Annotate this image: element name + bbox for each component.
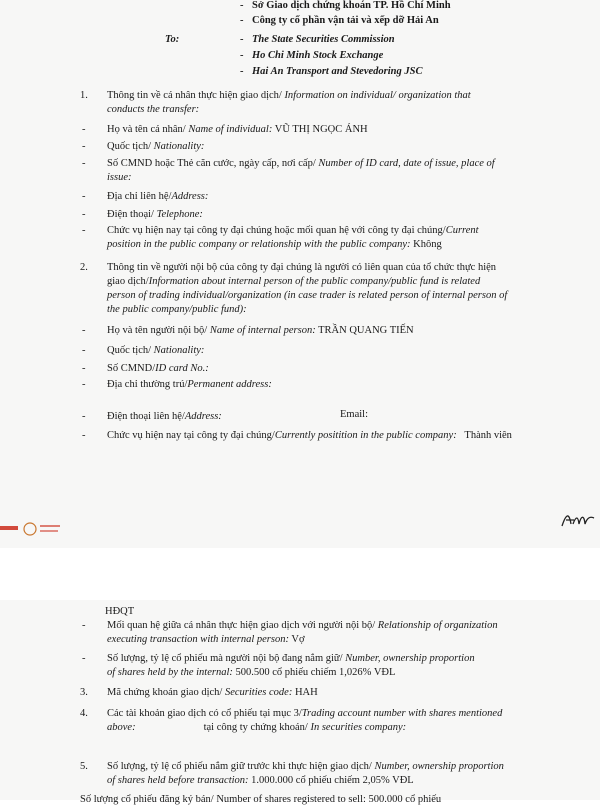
field-shares-before <box>107 760 504 773</box>
section-2-number: 2. <box>80 262 88 273</box>
bullet-dash: - <box>240 0 244 11</box>
bullet-dash: - <box>240 66 244 77</box>
field-individual-nationality <box>107 140 204 153</box>
label-vi: Họ và tên người nội bộ/ <box>107 325 208 336</box>
label-vi: Số CMND hoặc Thẻ căn cước, ngày cấp, nơi cấp/ <box>107 158 316 169</box>
label-en: Nationality: <box>153 141 205 152</box>
label-vi: Điện thoại/ <box>107 209 154 220</box>
label-vi: Chức vụ hiện nay tại công ty đại chúng hoặc mối quan hệ với công ty đại chúng/ <box>107 225 446 236</box>
bullet-dash: - <box>240 34 244 45</box>
recipient-en-1: The State Securities Commission <box>252 34 395 45</box>
label-vi: Địa chỉ thường trú/ <box>107 379 188 390</box>
label-vi: Mã chứng khoán giao dịch/ <box>107 687 223 698</box>
internal-position-value: Thành viên <box>464 430 512 441</box>
label-en: Nationality: <box>153 345 205 356</box>
label-vi: tại công ty chứng khoán/ <box>203 722 308 733</box>
label-en: Securities code: <box>224 687 293 698</box>
field-shares-before-cont <box>107 774 414 787</box>
individual-position-value: Không <box>413 239 442 250</box>
bullet-dash: - <box>82 363 86 374</box>
bullet-dash: - <box>82 620 86 631</box>
label-vi: Quốc tịch/ <box>107 345 152 356</box>
field-individual-address <box>107 190 208 203</box>
label-en: above: <box>107 722 136 733</box>
section-2-title-en: Information about internal person of the public company/public fund is related <box>148 276 481 287</box>
label-en: Currently positition in the public company: <box>274 430 457 441</box>
label-en: of shares held by the internal: <box>107 667 233 678</box>
item-3-number: 3. <box>80 687 88 698</box>
label-vi: Mối quan hệ giữa cá nhân thực hiện giao dịch với người nội bộ/ <box>107 620 376 631</box>
bullet-dash: - <box>82 191 86 202</box>
label-en: Number, ownership proportion <box>345 653 475 664</box>
field-securities-code <box>107 686 318 699</box>
field-trading-accounts-cont <box>107 721 406 734</box>
label-en: Relationship of organization <box>377 620 498 631</box>
shares-internal-value: 500.500 cổ phiếu chiếm 1,026% VĐL <box>235 667 396 678</box>
handwritten-signature <box>560 506 596 532</box>
field-individual-position <box>107 224 479 237</box>
field-internal-address <box>107 378 272 391</box>
label-vi: Số CMND/ <box>107 363 156 374</box>
field-trading-accounts <box>107 707 502 720</box>
label-vi: Số lượng, tỷ lệ cổ phiếu nắm giữ trước khi thực hiện giao dịch/ <box>107 761 372 772</box>
label-en: Address: <box>171 191 209 202</box>
section-1-title-en-cont: conducts the transfer: <box>107 104 200 115</box>
recipient-vi-2: Công ty cổ phần vận tải và xếp dỡ Hải An <box>252 15 439 26</box>
position-continuation: HĐQT <box>105 606 135 617</box>
field-internal-id <box>107 362 209 375</box>
label-en: executing transaction with internal person: <box>107 634 289 645</box>
field-internal-phone <box>107 410 222 423</box>
section-1-title-en: Information on individual/ organization that <box>284 90 471 101</box>
field-internal-name <box>107 324 414 337</box>
field-relationship <box>107 619 498 632</box>
label-en: Number, ownership proportion <box>374 761 504 772</box>
individual-name-value: VŨ THỊ NGỌC ÁNH <box>274 124 368 135</box>
field-individual-phone <box>107 208 203 221</box>
label-vi: Địa chỉ liên hệ/ <box>107 191 172 202</box>
bullet-dash: - <box>82 325 86 336</box>
bullet-dash: - <box>240 50 244 61</box>
label-en: Trading account number with shares mentioned <box>301 708 503 719</box>
bullet-dash: - <box>82 430 86 441</box>
field-individual-name <box>107 123 368 136</box>
recipient-vi-1: Sở Giao dịch chứng khoán TP. Hồ Chí Minh <box>252 0 451 11</box>
label-vi: Các tài khoản giao dịch có cổ phiếu tại mục 3/ <box>107 708 302 719</box>
section-2-title-en-cont: person of trading individual/organization (in case trader is related person of internal person of <box>107 290 508 301</box>
field-internal-email: Email: <box>340 409 368 420</box>
section-2-title-en-cont2: the public company/public fund): <box>107 304 247 315</box>
section-2-title: Thông tin về người nội bộ của công ty đại chúng là người có liên quan của tổ chức thực hiện <box>107 262 497 273</box>
section-1-title-vi: Thông tin về cá nhân thực hiện giao dịch/ <box>107 90 282 101</box>
field-individual-position-cont <box>107 238 442 251</box>
item-6-cut-off: Số lượng cổ phiếu đăng ký bán/ Number of shares registered to sell: 500.000 cổ phiếu <box>80 794 442 805</box>
label-en: Telephone: <box>156 209 203 220</box>
internal-name-value: TRẦN QUANG TIẾN <box>318 325 414 336</box>
section-1-title <box>107 89 471 102</box>
label-en: Name of individual: <box>188 124 273 135</box>
bullet-dash: - <box>82 158 86 169</box>
field-individual-id <box>107 157 495 170</box>
field-individual-id-cont: issue: <box>107 172 132 183</box>
bullet-dash: - <box>82 653 86 664</box>
bullet-dash: - <box>82 124 86 135</box>
label-en: Permanent address: <box>187 379 272 390</box>
bullet-dash: - <box>82 411 86 422</box>
field-internal-position <box>107 429 512 442</box>
field-shares-internal-cont <box>107 666 395 679</box>
label-en: Number of ID card, date of issue, place of <box>318 158 495 169</box>
recipient-en-2: Ho Chi Minh Stock Exchange <box>252 50 384 61</box>
label-vi: Số lượng, tỷ lệ cổ phiếu mà người nội bộ đang nắm giữ/ <box>107 653 343 664</box>
red-stamp-mark <box>0 520 62 540</box>
label-en: ID card No.: <box>155 363 209 374</box>
label-vi: Điện thoại liên hệ/ <box>107 411 185 422</box>
relationship-value: Vợ <box>291 634 305 645</box>
label-en: position in the public company or relationship with the public company: <box>107 239 411 250</box>
label-vi: Họ và tên cá nhân/ <box>107 124 186 135</box>
shares-before-value: 1.000.000 cổ phiếu chiếm 2,05% VĐL <box>251 775 414 786</box>
bullet-dash: - <box>240 15 244 26</box>
section-2-title-vi: giao dịch/ <box>107 276 149 287</box>
bullet-dash: - <box>82 141 86 152</box>
bullet-dash: - <box>82 225 86 236</box>
item-4-number: 4. <box>80 708 88 719</box>
recipient-en-3: Hai An Transport and Stevedoring JSC <box>252 66 423 77</box>
label-en: Address: <box>184 411 222 422</box>
label-vi: Chức vụ hiện nay tại công ty đại chúng/ <box>107 430 275 441</box>
item-5-number: 5. <box>80 761 88 772</box>
section-2-title-cont <box>107 275 480 288</box>
label-en: of shares held before transaction: <box>107 775 249 786</box>
label-vi: Quốc tịch/ <box>107 141 152 152</box>
to-label: To: <box>165 34 180 45</box>
label-en: Name of internal person: <box>209 325 316 336</box>
securities-code-value: HAH <box>294 687 318 698</box>
bullet-dash: - <box>82 345 86 356</box>
bullet-dash: - <box>82 379 86 390</box>
field-relationship-cont <box>107 633 305 646</box>
label-en: In securities company: <box>310 722 407 733</box>
section-1-number: 1. <box>80 90 88 101</box>
field-internal-nationality <box>107 344 204 357</box>
field-shares-internal <box>107 652 475 665</box>
bullet-dash: - <box>82 209 86 220</box>
label-en: Current <box>445 225 479 236</box>
